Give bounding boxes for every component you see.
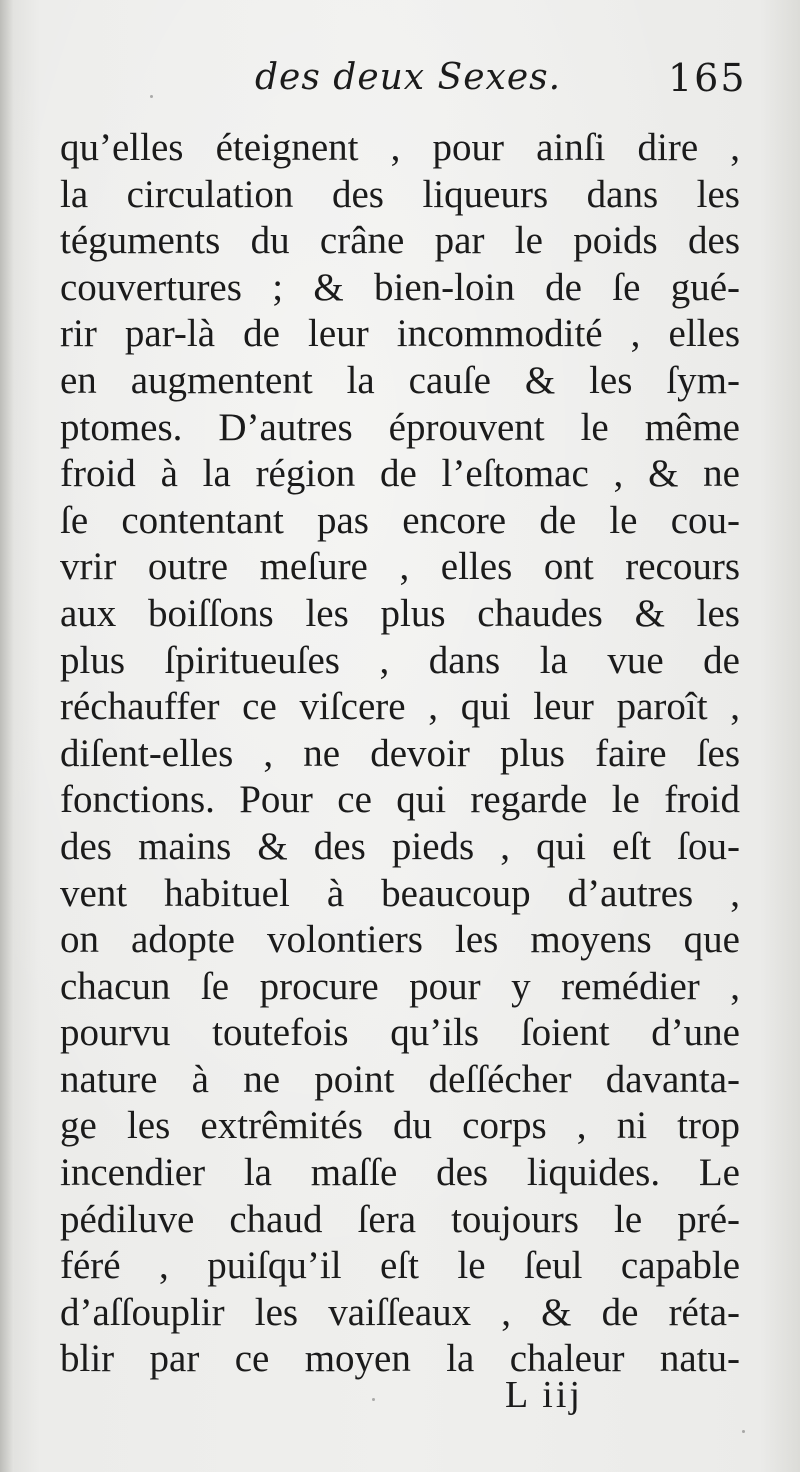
- text-line: ptomes. D’autres éprouvent le même: [60, 405, 740, 449]
- text-line: diſent-elles , ne devoir plus faire ſes: [60, 731, 740, 775]
- text-line: fonctions. Pour ce qui regarde le froid: [60, 778, 740, 822]
- text-line: d’aſſouplir les vaiſſeaux , & de réta-: [60, 1290, 740, 1334]
- page-gutter-shadow: [0, 0, 14, 1472]
- text-line: vrir outre meſure , elles ont recours: [60, 545, 740, 589]
- text-line: on adopte volontiers les moyens que: [60, 918, 740, 962]
- text-line: féré , puiſqu’il eſt le ſeul capable: [60, 1244, 740, 1288]
- text-line: téguments du crâne par le poids des: [60, 219, 740, 263]
- text-line: aux boiſſons les plus chaudes & les: [60, 591, 740, 635]
- paper-speck: [150, 95, 153, 98]
- text-line: rir par-là de leur incommodité , elles: [60, 312, 740, 356]
- text-line: pourvu toutefois qu’ils ſoient d’une: [60, 1011, 740, 1055]
- text-line: pédiluve chaud ſera toujours le pré-: [60, 1197, 740, 1241]
- text-line: chacun ſe procure pour y remédier ,: [60, 964, 740, 1008]
- text-line: réchauffer ce viſcere , qui leur paroît ,: [60, 685, 740, 729]
- signature-mark: L iij: [505, 1374, 583, 1416]
- text-line: couvertures ; & bien-loin de ſe gué-: [60, 265, 740, 309]
- page-header: [0, 50, 800, 110]
- paper-speck: [372, 1398, 375, 1401]
- text-line: qu’elles éteignent , pour ainſi dire ,: [60, 126, 740, 169]
- text-line: en augmentent la cauſe & les ſym-: [60, 358, 740, 402]
- text-line: incendier la maſſe des liquides. Le: [60, 1151, 740, 1195]
- text-line: vent habituel à beaucoup d’autres ,: [60, 871, 740, 915]
- text-line: ge les extrêmités du corps , ni trop: [60, 1104, 740, 1148]
- text-line: froid à la région de l’eſtomac , & ne: [60, 452, 740, 496]
- text-line: ſe contentant pas encore de le cou-: [60, 498, 740, 542]
- text-line: plus ſpiritueuſes , dans la vue de: [60, 638, 740, 682]
- text-line: nature à ne point deſſécher davanta-: [60, 1057, 740, 1101]
- running-head: des deux Sexes.: [255, 57, 562, 98]
- body-text: [60, 125, 740, 1383]
- text-line: des mains & des pieds , qui eſt ſou-: [60, 824, 740, 868]
- page-number: 165: [668, 56, 747, 100]
- text-line: blir par ce moyen la chaleur natu-: [60, 1337, 740, 1381]
- text-line: la circulation des liqueurs dans les: [60, 172, 740, 216]
- paper-speck: [742, 1430, 745, 1433]
